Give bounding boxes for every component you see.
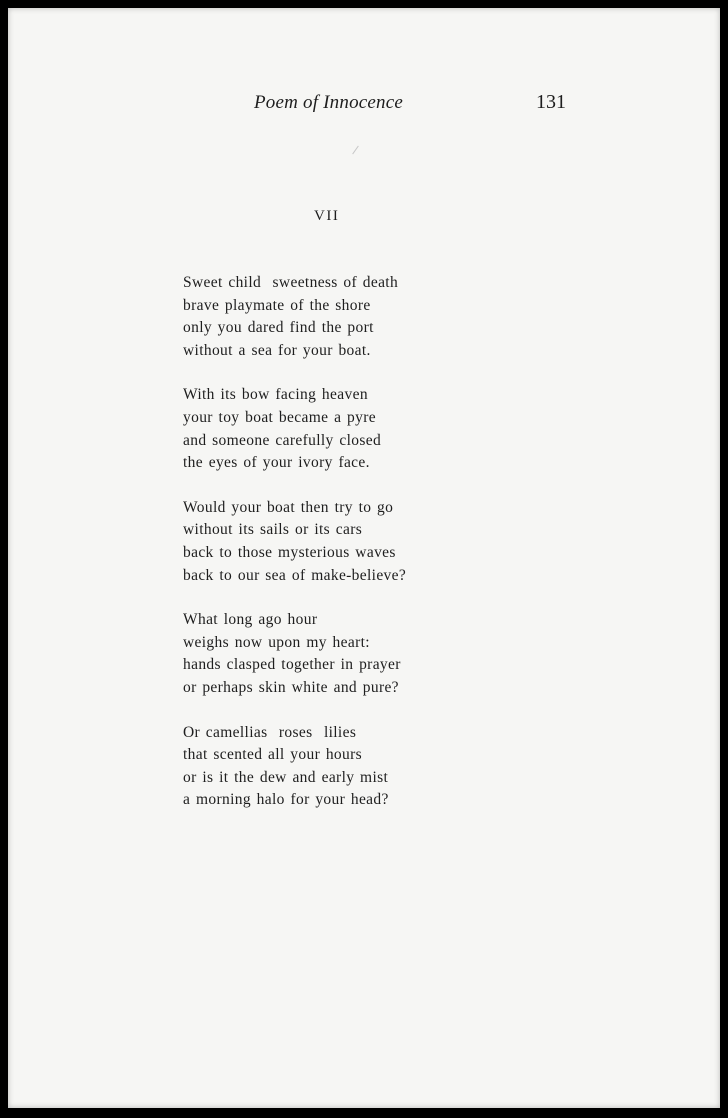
- poem-line: With its bow facing heaven: [183, 386, 368, 404]
- stanza-4: [183, 609, 406, 699]
- running-head: Poem of Innocence: [254, 92, 403, 113]
- poem-line: without a sea for your boat.: [183, 341, 371, 359]
- poem-line: or perhaps skin white and pure?: [183, 678, 399, 696]
- stanza-2: [183, 384, 406, 474]
- poem-line: back to our sea of make-believe?: [183, 566, 407, 584]
- poem-line: or is it the dew and early mist: [183, 768, 389, 786]
- ink-speck: [352, 146, 359, 155]
- poem-line: hands clasped together in prayer: [183, 656, 401, 674]
- poem-line: weighs now upon my heart:: [183, 633, 370, 651]
- poem-line: only you dared find the port: [183, 319, 374, 337]
- poem-line: your toy boat became a pyre: [183, 408, 376, 426]
- poem-line: Sweet child sweetness of death: [183, 274, 399, 291]
- book-page: [8, 8, 720, 1108]
- poem-line: without its sails or its cars: [183, 521, 363, 539]
- poem-line: What long ago hour: [183, 611, 318, 629]
- poem-line: back to those mysterious waves: [183, 543, 396, 561]
- poem-line: and someone carefully closed: [183, 431, 382, 449]
- poem-line: Would your boat then try to go: [183, 498, 394, 516]
- poem-line: Or camellias roses lilies: [183, 723, 357, 741]
- poem-line: that scented all your hours: [183, 746, 363, 764]
- page-number: 131: [536, 91, 566, 113]
- stanza-3: [183, 497, 406, 587]
- poem: [183, 272, 406, 834]
- stanza-5: [183, 722, 406, 812]
- poem-line: the eyes of your ivory face.: [183, 454, 370, 472]
- poem-line: a morning halo for your head?: [183, 791, 389, 809]
- stanza-1: [183, 272, 406, 362]
- poem-line: brave playmate of the shore: [183, 296, 371, 314]
- section-number: VII: [314, 208, 340, 224]
